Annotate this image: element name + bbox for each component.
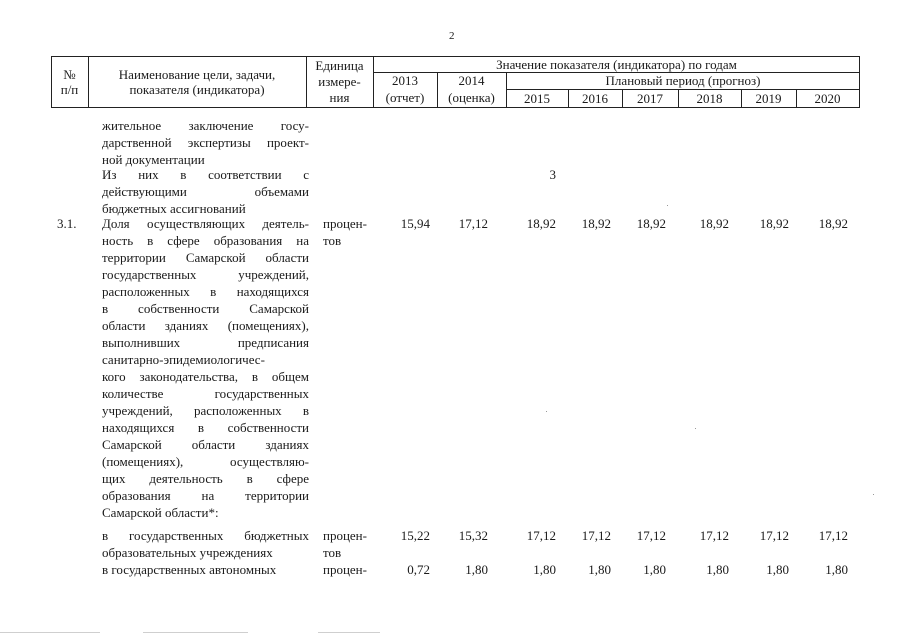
scan-speck [546, 411, 547, 412]
header-year-2019: 2019 [755, 91, 782, 106]
row-name-line: щих деятельность в сфере [102, 471, 309, 486]
row-name [102, 561, 309, 578]
row-name-line: кого законодательства, в общем [102, 369, 309, 384]
row-value: 18,92 [818, 216, 848, 231]
row-value: 15,94 [400, 216, 430, 231]
row-value: 1,80 [825, 562, 848, 577]
row-name-line: жительное заключение госу- [102, 118, 309, 133]
row-value: 1,80 [533, 562, 556, 577]
header-col-2014 [437, 73, 506, 105]
row-name-line: действующими объемами [102, 184, 309, 199]
row-value: 17,12 [699, 528, 729, 543]
row-name-line: расположенных в находящихся [102, 284, 309, 299]
row-value: 0,72 [407, 562, 430, 577]
row-name-line: в государственных бюджетных [102, 528, 309, 543]
scan-speck [695, 428, 696, 429]
row-value: 1,80 [465, 562, 488, 577]
row-name-line: Из них в соответствии с [102, 167, 309, 182]
row-value: 17,12 [818, 528, 848, 543]
header-name-line-1: Наименование цели, задачи, [118, 67, 276, 82]
row-name-line: государственных учреждений, [102, 267, 309, 282]
header-2013-year: 2013 [392, 73, 418, 88]
row-name [102, 527, 309, 561]
row-name-line: количестве государственных [102, 386, 309, 401]
header-values-title: Значение показателя (индикатора) по годам [496, 57, 737, 72]
header-year-2017: 2017 [637, 91, 663, 106]
scan-speck [667, 205, 668, 206]
header-year-2016: 2016 [582, 91, 608, 106]
row-unit [323, 215, 383, 249]
row-value: 18,92 [636, 216, 666, 231]
row-name-line: в государственных автономных [102, 562, 277, 577]
scan-artifact-line [143, 632, 248, 633]
header-name-label [88, 67, 306, 97]
row-name-line: ной документации [102, 152, 205, 167]
row-value: 15,32 [458, 528, 488, 543]
row-name-line: образовательных учреждениях [102, 545, 273, 560]
header-bottom-rule [51, 107, 860, 108]
row-name-line: области зданиях (помещениях), [102, 318, 309, 333]
row-value: 17,12 [526, 528, 556, 543]
header-num-line-1: № [63, 67, 76, 82]
row-value: 17,12 [458, 216, 488, 231]
row-name-line: Самарской области зданиях [102, 437, 309, 452]
row-number: 3.1. [57, 216, 77, 231]
row-value: 18,92 [699, 216, 729, 231]
row-value: 18,92 [526, 216, 556, 231]
header-unit-label [306, 58, 373, 106]
row-name-line: образования на территории [102, 488, 309, 503]
row-value: 1,80 [643, 562, 666, 577]
row-unit-line: тов [323, 545, 342, 560]
row-value: 1,80 [588, 562, 611, 577]
header-num-label [51, 67, 88, 97]
row-name [102, 215, 309, 521]
header-2014-year: 2014 [458, 73, 485, 88]
header-2014-note: (оценка) [448, 90, 495, 105]
header-unit-line-1: Единица [315, 58, 364, 73]
header-year-2020: 2020 [814, 91, 841, 106]
row-name-line: учреждений, расположенных в [102, 403, 309, 418]
scan-artifact-line [318, 632, 380, 633]
row-value: 18,92 [581, 216, 611, 231]
row-name-line: ность в сфере образования на [102, 233, 309, 248]
row-name-line: Доля осуществляющих деятель- [102, 216, 309, 231]
header-unit-line-2: измере- [318, 74, 361, 89]
row-name-line: (помещениях), осуществляю- [102, 454, 309, 469]
row-name-line: бюджетных ассигнований [102, 201, 246, 216]
header-name-line-2: показателя (индикатора) [129, 82, 265, 97]
row-name-line: территории Самарской области [102, 250, 309, 265]
header-year-2018: 2018 [696, 91, 723, 106]
row-value: 17,12 [759, 528, 789, 543]
row-name [102, 166, 309, 217]
row-value: 17,12 [581, 528, 611, 543]
row-name-line: в собственности Самарской [102, 301, 309, 316]
scan-speck [873, 494, 874, 495]
row-name-line: дарственной экспертизы проект- [102, 135, 309, 150]
row-value: 15,22 [400, 528, 430, 543]
header-rule-below-planned-title [506, 89, 860, 90]
row-value: 1,80 [706, 562, 729, 577]
header-2013-note: (отчет) [385, 90, 425, 105]
header-planned-title: Плановый период (прогноз) [605, 73, 761, 88]
page-number: 2 [449, 30, 455, 42]
row-value: 17,12 [636, 528, 666, 543]
header-unit-line-3: ния [329, 90, 350, 105]
table-header [51, 56, 860, 108]
row-name-line: выполнивших предписания [102, 335, 309, 350]
row-value: 1,80 [766, 562, 789, 577]
row-value: 18,92 [759, 216, 789, 231]
row-name-line: находящихся в собственности [102, 420, 309, 435]
row-name [102, 117, 309, 168]
row-unit [323, 561, 383, 578]
row-unit-line: процен- [323, 216, 367, 231]
header-year-2015: 2015 [524, 91, 550, 106]
scan-artifact-line [0, 632, 100, 633]
row-unit-line: тов [323, 233, 342, 248]
row-name-line: Самарской области*: [102, 505, 219, 520]
row-name-line: санитарно-эпидемиологичес- [102, 352, 265, 367]
row-unit [323, 527, 383, 561]
row-unit-line: процен- [323, 528, 367, 543]
row-unit-line: процен- [323, 562, 367, 577]
header-num-line-2: п/п [60, 82, 79, 97]
row-value: 3 [549, 167, 556, 182]
